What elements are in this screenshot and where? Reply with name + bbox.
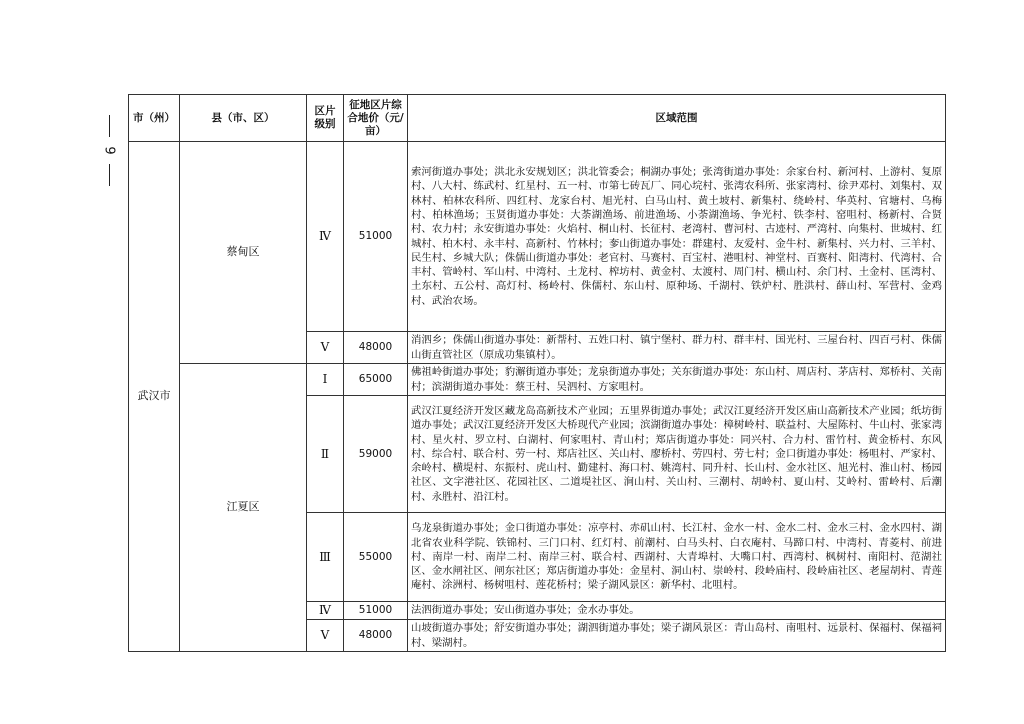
- level-cell: Ⅴ: [307, 332, 344, 364]
- level-cell: Ⅰ: [307, 364, 344, 396]
- header-level: 区片级别: [307, 95, 344, 142]
- price-cell: 48000: [344, 332, 408, 364]
- page-number-dash-top: [109, 115, 110, 137]
- area-cell: 法泗街道办事处；安山街道办事处；金水办事处。: [408, 602, 946, 620]
- level-cell: Ⅱ: [307, 396, 344, 513]
- level-cell: Ⅳ: [307, 142, 344, 332]
- page-number-dash-bottom: [109, 164, 110, 186]
- page-number-marker: [99, 115, 119, 186]
- header-price: 征地区片综合地价（元/亩）: [344, 95, 408, 142]
- county-cell-jiangxia: 江夏区: [180, 364, 307, 652]
- page-number: 9: [101, 146, 117, 155]
- level-cell: Ⅳ: [307, 602, 344, 620]
- land-price-table: [128, 94, 946, 652]
- header-city: 市（州）: [129, 95, 180, 142]
- area-cell: 山坡街道办事处；舒安街道办事处；湖泗街道办事处；梁子湖风景区：青山岛村、南咀村、远景村、保福村、保福祠村、梁湖村。: [408, 620, 946, 652]
- header-row: [129, 95, 946, 142]
- level-cell: Ⅲ: [307, 513, 344, 602]
- table-row: [129, 142, 946, 332]
- level-cell: Ⅴ: [307, 620, 344, 652]
- area-cell: 佛祖岭街道办事处；豹澥街道办事处；龙泉街道办事处；关东街道办事处：东山村、周店村、茅店村、郑桥村、关南村；滨湖街道办事处：蔡王村、吴泗村、方家咀村。: [408, 364, 946, 396]
- city-cell: 武汉市: [129, 142, 180, 652]
- area-cell: 索河街道办事处；洪北永安规划区；洪北管委会；桐湖办事处；张湾街道办事处：余家台村、新河村、上游村、复原村、八大村、练武村、红星村、五一村、市第七砖瓦厂、同心垸村、张湾农科所、张家湾村、徐尹邓村、刘集村、双林村、柏林农科所、四红村、龙家台村、旭光村、白马山村、黄土坡村、新集村、绕岭村、华英村、官塘村、乌梅村、柏林渔场；玉贤街道办事处：大荼湖渔场、前进渔场、小荼湖渔场、争光村、铁李村、窑咀村、杨新村、合贤村、农力村；永安街道办事处：火焰村、桐山村、长征村、老湾村、曹河村、古迹村、严湾村、向集村、世城村、红城村、柏木村、永丰村、高新村、竹林村；奓山街道办事处：群建村、友爱村、金牛村、新集村、兴力村、三羊村、民生村、乡城大队；侏儒山街道办事处：老官村、马赛村、百宝村、港咀村、神堂村、百赛村、阳湾村、代湾村、合丰村、管岭村、军山村、中湾村、土龙村、榨坊村、黄金村、太渡村、周门村、横山村、余门村、土金村、匡湾村、土东村、五公村、高灯村、杨岭村、侏儒村、东山村、原种场、千湖村、铁炉村、胜洪村、薛山村、军营村、金鸡村、武治农场。: [408, 142, 946, 332]
- price-cell: 51000: [344, 602, 408, 620]
- area-cell: 乌龙泉街道办事处；金口街道办事处：凉亭村、赤矶山村、长江村、金水一村、金水二村、金水三村、金水四村、湖北省农业科学院、铁锦村、三门口村、红灯村、前潮村、白马头村、白衣庵村、马蹄口村、中湾村、青菱村、前进村、南岸一村、南岸二村、南岸三村、联合村、西湖村、大青埠村、大嘴口村、西湾村、枫树村、南阳村、范湖社区、金水闸社区、闸东社区；郑店街道办事处：金星村、洞山村、崇岭村、段岭庙村、段岭庙社区、老屋胡村、青莲庵村、涂洲村、杨树咀村、莲花桥村；梁子湖风景区：新华村、北咀村。: [408, 513, 946, 602]
- price-cell: 55000: [344, 513, 408, 602]
- area-cell: 武汉江夏经济开发区藏龙岛高新技术产业园；五里界街道办事处；武汉江夏经济开发区庙山高新技术产业园；纸坊街道办事处；武汉江夏经济开发区大桥现代产业园；滨湖街道办事处：樟树岭村、联益村、大屋陈村、牛山村、张家湾村、星火村、罗立村、白湖村、何家咀村、青山村；郑店街道办事处：同兴村、合力村、雷竹村、黄金桥村、东风村、综合村、联合村、劳一村、郑店社区、关山村、廖桥村、劳四村、劳七村；金口街道办事处：杨咀村、严家村、余岭村、横堤村、东振村、虎山村、勤建村、海口村、姚湾村、同升村、长山村、金水社区、旭光村、淮山村、杨园社区、文字港社区、花园社区、二道堤社区、涧山村、关山村、三潮村、胡岭村、夏山村、艾岭村、雷岭村、后潮村、永胜村、沿江村。: [408, 396, 946, 513]
- area-cell: 消泗乡；侏儒山街道办事处：新帮村、五姓口村、镇宁堡村、群力村、群丰村、国光村、三屋台村、四百弓村、侏儒山街直管社区（原成功集镇村）。: [408, 332, 946, 364]
- price-cell: 48000: [344, 620, 408, 652]
- county-cell-caidian: 蔡甸区: [180, 142, 307, 364]
- price-cell: 51000: [344, 142, 408, 332]
- header-county: 县（市、区）: [180, 95, 307, 142]
- header-area: 区域范围: [408, 95, 946, 142]
- price-cell: 59000: [344, 396, 408, 513]
- price-cell: 65000: [344, 364, 408, 396]
- table-row: [129, 364, 946, 396]
